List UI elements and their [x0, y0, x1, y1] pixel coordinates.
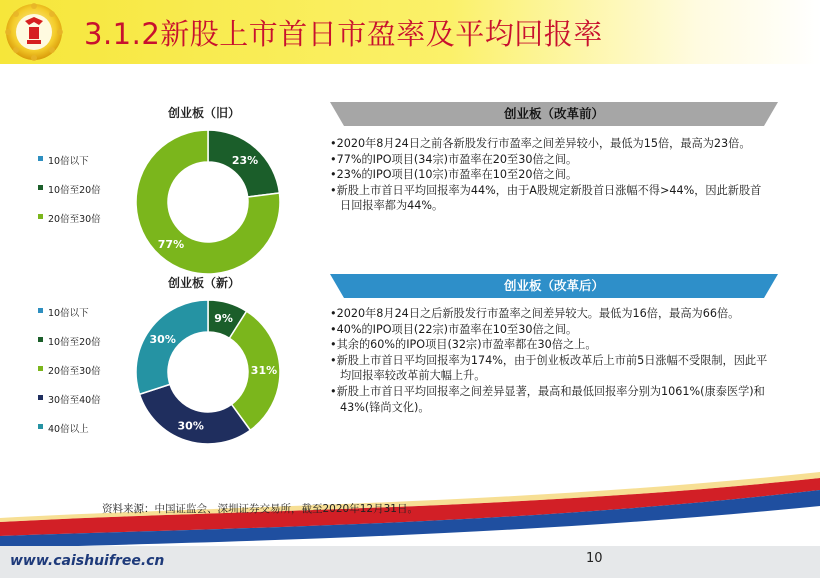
section-new-bullet-0: •2020年8月24日之后新股发行市盈率之间差异较大。最低为16倍，最高为66倍。	[330, 307, 740, 320]
legend-swatch	[38, 366, 43, 371]
section-old-bullet-1: •77%的IPO项目(34宗)市盈率在20至30倍之间。	[330, 152, 578, 166]
donut-slice-new-3	[140, 384, 251, 444]
source-note: 资料来源：中国证监会、深圳证券交易所，截至2020年12月31日。	[102, 503, 418, 515]
donut-slice-new-4	[136, 300, 208, 394]
legend-swatch	[38, 424, 43, 429]
section-old-heading: 创业板（改革前）	[503, 106, 604, 121]
legend-label: 40倍以上	[48, 424, 89, 435]
legend-swatch	[38, 156, 43, 161]
title-rule	[76, 64, 820, 67]
legend-label: 30倍至40倍	[48, 395, 101, 406]
section-old-bullet-2: •23%的IPO项目(10宗)市盈率在10至20倍之间。	[330, 168, 578, 182]
section-old-bullet-3: •新股上市首日平均回报率为44%，由于A股规定新股首日涨幅不得>44%，因此新股首日回报率都为44%。	[330, 183, 762, 213]
legend-item-new-4	[38, 421, 101, 435]
section-new-bullets	[330, 306, 770, 415]
legend-item-old-0	[38, 153, 101, 167]
legend-label: 20倍至30倍	[48, 214, 101, 225]
legend-item-new-0	[38, 305, 101, 319]
chart-title-old: 创业板（旧）	[168, 106, 241, 120]
section-new-bullet-2: •其余的60%的IPO项目(32宗)市盈率都在30倍之上。	[330, 338, 597, 352]
legend-item-old-1	[38, 182, 101, 196]
section-old-bullet-0: •2020年8月24日之前各新股发行市盈率之间差异较小，最低为15倍，最高为23倍。	[330, 137, 751, 150]
logo	[4, 2, 64, 62]
donut-chart-old	[118, 117, 298, 287]
page-title: 3.1.2新股上市首日市盈率及平均回报率	[84, 17, 603, 51]
legend-label: 10倍至20倍	[48, 185, 101, 196]
section-old-banner	[330, 102, 778, 126]
legend-label: 10倍至20倍	[48, 337, 101, 348]
page-number: 10	[586, 551, 603, 566]
donut-label-new-2: 31%	[250, 364, 278, 378]
legend-item-new-2	[38, 363, 101, 377]
donut-label-new-1: 9%	[214, 312, 233, 326]
logo-emblem-icon	[4, 2, 64, 62]
section-new-bullet-1: •40%的IPO项目(22宗)市盈率在10至30倍之间。	[330, 322, 578, 336]
section-new-bullet-4: •新股上市首日平均回报率之间差异显著，最高和最低回报率分别为1061%(康泰医学)和43%(锋尚文化)。	[330, 384, 765, 414]
footer-url[interactable]: www.caishuifree.cn	[10, 553, 165, 569]
legend-item-old-2	[38, 211, 101, 225]
donut-label-new-4: 30%	[149, 333, 176, 347]
legend-item-new-1	[38, 334, 101, 348]
legend-swatch	[38, 308, 43, 313]
legend-swatch	[38, 337, 43, 342]
section-new-heading: 创业板（改革后）	[503, 278, 604, 293]
legend-swatch	[38, 185, 43, 190]
legend-old	[38, 153, 101, 240]
donut-label-old-2: 77%	[157, 238, 185, 252]
legend-item-new-3	[38, 392, 101, 406]
legend-label: 10倍以下	[48, 156, 89, 167]
legend-swatch	[38, 395, 43, 400]
section-new-banner	[330, 274, 778, 298]
chart-title-new: 创业板（新）	[168, 276, 241, 290]
legend-label: 10倍以下	[48, 308, 89, 319]
legend-label: 20倍至30倍	[48, 366, 101, 377]
section-new-bullet-3: •新股上市首日平均回报率为174%，由于创业板改革后上市前5日涨幅不受限制，因此平均回报率较改革前大幅上升。	[330, 353, 768, 383]
donut-label-new-3: 30%	[177, 419, 204, 433]
donut-chart-new	[118, 287, 298, 457]
legend-new	[38, 305, 101, 450]
legend-swatch	[38, 214, 43, 219]
section-old-bullets	[330, 136, 770, 214]
donut-label-old-1: 23%	[231, 153, 259, 167]
